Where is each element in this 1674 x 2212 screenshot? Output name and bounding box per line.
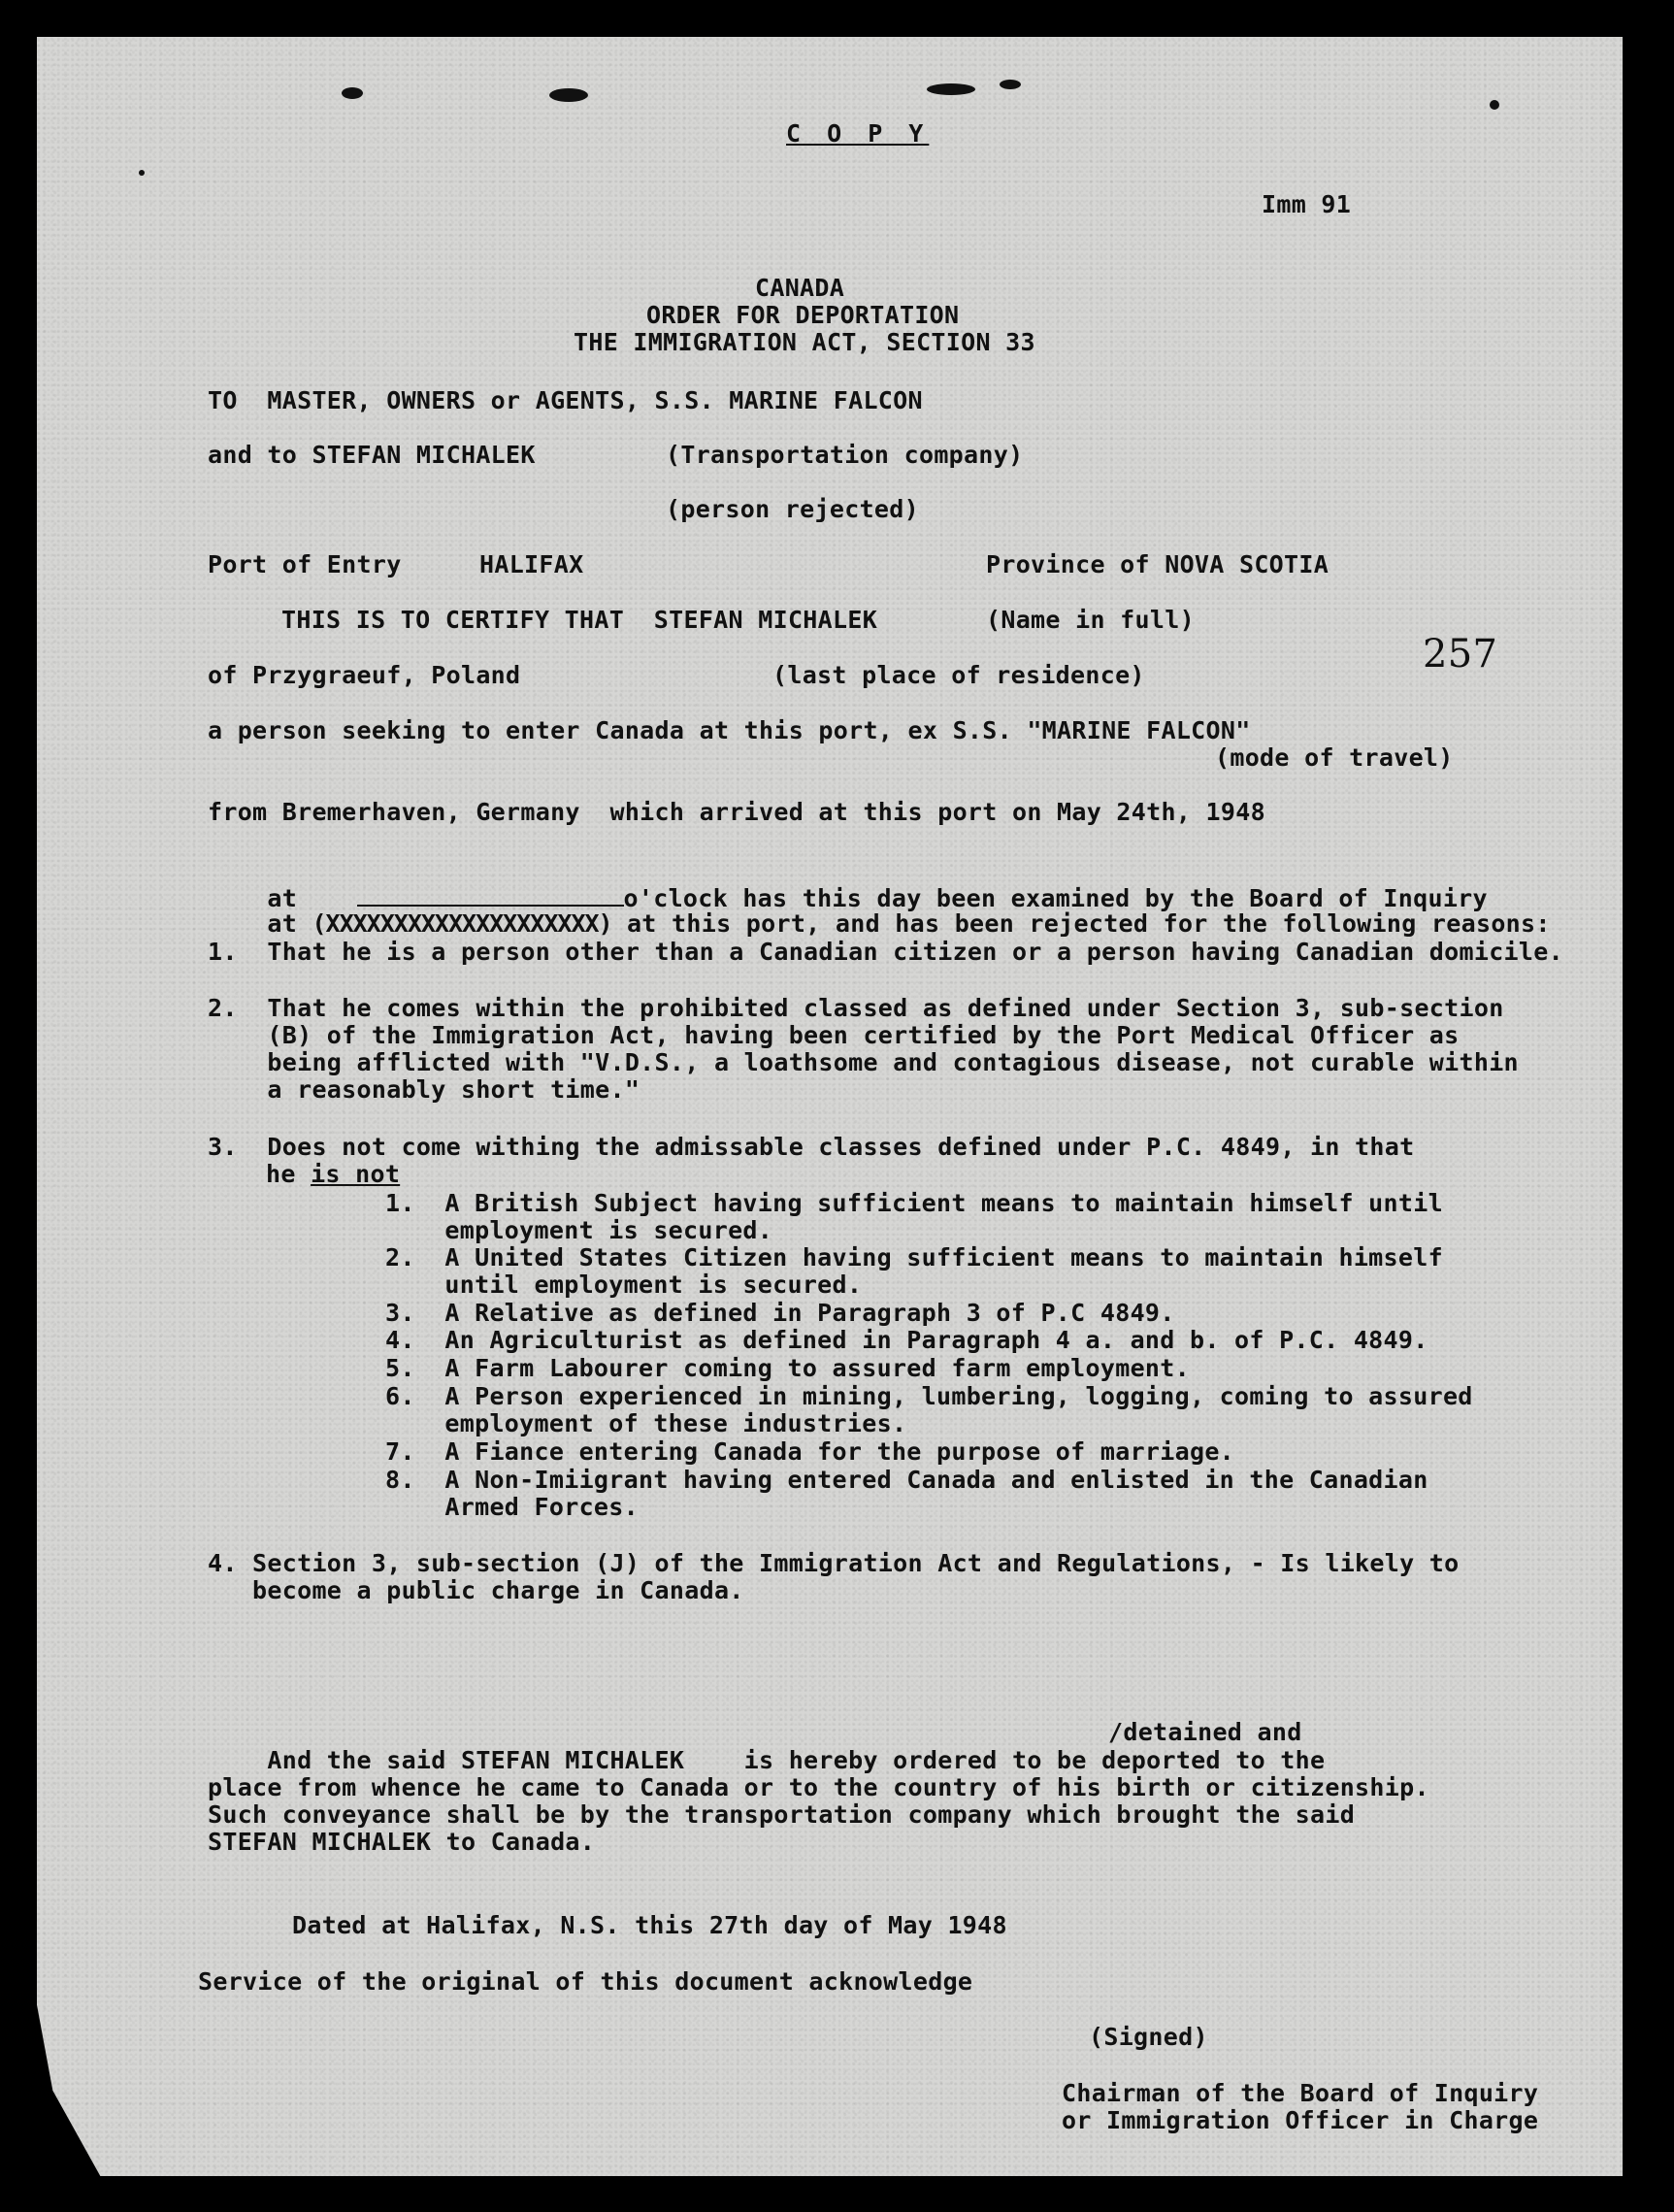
reason-2-line: being afflicted with "V.D.S., a loathsome and contagious disease, not curable within [208, 1048, 1519, 1076]
port-of-entry-label: Port of Entry [208, 550, 402, 578]
order-line: Such conveyance shall be by the transportation company which brought the said [208, 1800, 1356, 1829]
reason-2-line: (B) of the Immigration Act, having been certified by the Port Medical Officer as [208, 1021, 1460, 1049]
class-item: Armed Forces. [385, 1493, 639, 1521]
class-item: 8. A Non-Imiigrant having entered Canada and enlisted in the Canadian [385, 1466, 1428, 1494]
he-text: he [266, 1160, 312, 1188]
at-label: at [267, 909, 298, 938]
reason-1: 1. That he is a person other than a Canadian citizen or a person having Canadian domicile. [208, 938, 1563, 966]
name-in-full-note: (Name in full) [986, 606, 1195, 634]
dated-line: Dated at Halifax, N.S. this 27th day of May 1948 [292, 1911, 1007, 1939]
ink-blot [139, 170, 145, 176]
residence-line: of Przygraeuf, Poland [208, 661, 521, 689]
service-acknowledge-line: Service of the original of this document acknowledge [198, 1967, 973, 1996]
class-item: 7. A Fiance entering Canada for the purpose of marriage. [385, 1437, 1235, 1466]
struck-out-text: (XXXXXXXXXXXXXXXXXXXX) [312, 909, 612, 938]
port-of-entry-value: HALIFAX [479, 550, 584, 578]
to-master-line: TO MASTER, OWNERS or AGENTS, S.S. MARINE FALCON [208, 386, 923, 414]
title-country: CANADA [755, 274, 845, 302]
residence-note: (last place of residence) [772, 661, 1145, 689]
order-line: And the said STEFAN MICHALEK is hereby ordered to be deported to the [208, 1746, 1326, 1774]
reason-3-intro: 3. Does not come withing the admissable classes defined under P.C. 4849, in that [208, 1133, 1415, 1161]
at-label: at [267, 884, 298, 912]
ink-blot [927, 83, 975, 95]
class-item: 4. An Agriculturist as defined in Paragraph 4 a. and b. of P.C. 4849. [385, 1326, 1428, 1354]
mode-of-travel-note: (mode of travel) [1215, 743, 1454, 772]
certify-line: THIS IS TO CERTIFY THAT STEFAN MICHALEK [281, 606, 878, 634]
ink-blot [1490, 100, 1499, 110]
order-line: place from whence he came to Canada or to the country of his birth or citizenship. [208, 1773, 1429, 1801]
form-number: Imm 91 [1262, 190, 1352, 218]
class-item: 3. A Relative as defined in Paragraph 3 of P.C 4849. [385, 1299, 1175, 1327]
chairman-line: or Immigration Officer in Charge [1062, 2106, 1539, 2134]
reason-2-line: a reasonably short time." [208, 1075, 640, 1104]
examined-text: o'clock has this day been examined by the Board of Inquiry [623, 884, 1488, 912]
seeking-entry-line: a person seeking to enter Canada at this port, ex S.S. "MARINE FALCON" [208, 716, 1251, 744]
copy-label: C O P Y [786, 119, 930, 148]
class-item: 2. A United States Citizen having sufficient means to maintain himself [385, 1243, 1443, 1271]
title-act: THE IMMIGRATION ACT, SECTION 33 [574, 328, 1035, 356]
and-to-line: and to STEFAN MICHALEK [208, 441, 536, 469]
ink-blot [342, 87, 363, 99]
class-item: 1. A British Subject having sufficient means to maintain himself until [385, 1189, 1443, 1217]
signed-label: (Signed) [1089, 2023, 1208, 2051]
rejected-text: at this port, and has been rejected for the following reasons: [611, 909, 1551, 938]
order-line: STEFAN MICHALEK to Canada. [208, 1828, 596, 1856]
reason-4-line: become a public charge in Canada. [208, 1576, 744, 1604]
ink-blot [549, 88, 588, 102]
province-label: Province of NOVA SCOTIA [986, 550, 1329, 578]
class-item: employment is secured. [385, 1216, 773, 1244]
is-not-underlined: is not [311, 1160, 401, 1188]
person-rejected-note: (person rejected) [666, 495, 919, 523]
title-order: ORDER FOR DEPORTATION [646, 301, 960, 329]
class-item: until employment is secured. [385, 1271, 863, 1299]
from-line: from Bremerhaven, Germany which arrived at this port on May 24th, 1948 [208, 798, 1265, 826]
ink-blot [1000, 80, 1021, 89]
class-item: 5. A Farm Labourer coming to assured farm employment. [385, 1354, 1190, 1382]
reason-3-he-is-not [266, 1161, 400, 1188]
chairman-line: Chairman of the Board of Inquiry [1062, 2079, 1539, 2107]
detained-insert: /detained and [1108, 1718, 1302, 1746]
class-item: employment of these industries. [385, 1409, 907, 1437]
reason-2-line: 2. That he comes within the prohibited classed as defined under Section 3, sub-section [208, 994, 1504, 1022]
handwritten-number: 257 [1423, 632, 1498, 677]
class-item: 6. A Person experienced in mining, lumbering, logging, coming to assured [385, 1382, 1473, 1410]
reason-4-line: 4. Section 3, sub-section (J) of the Immigration Act and Regulations, - Is likely to [208, 1549, 1460, 1577]
transportation-company-note: (Transportation company) [666, 441, 1024, 469]
